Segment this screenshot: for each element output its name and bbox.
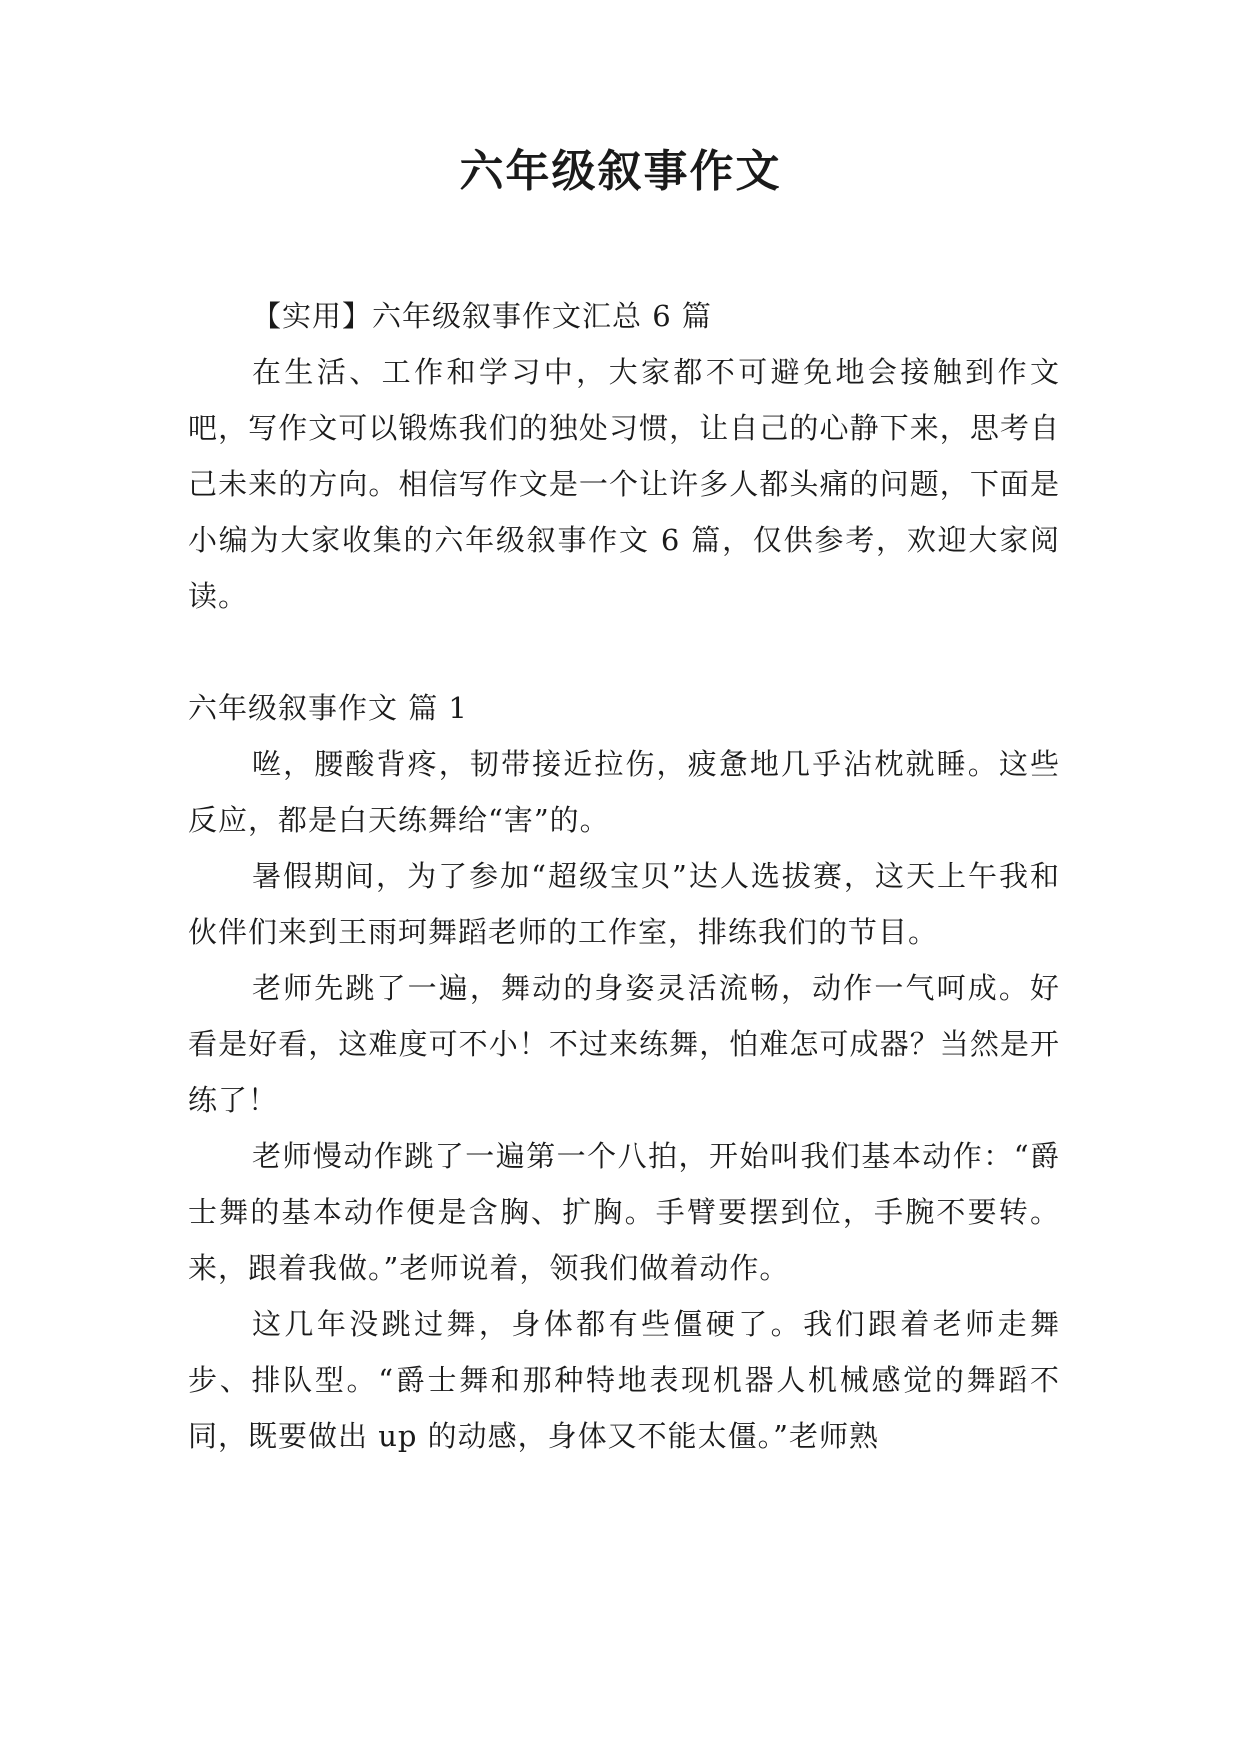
body-paragraph: 老师先跳了一遍，舞动的身姿灵活流畅，动作一气呵成。好看是好看，这难度可不小！不过来练舞，怕难怎可成器？当然是开练了！ <box>188 971 1060 1117</box>
section-heading: 六年级叙事作文 篇 1 <box>188 691 468 725</box>
document-title: 六年级叙事作文 <box>459 146 782 197</box>
body-paragraph: 老师慢动作跳了一遍第一个八拍，开始叫我们基本动作：“爵士舞的基本动作便是含胸、扩胸。手臂要摆到位，手腕不要转。来，跟着我做。”老师说着，领我们做着动作。 <box>188 1139 1060 1285</box>
intro-paragraph: 在生活、工作和学习中，大家都不可避免地会接触到作文吧，写作文可以锻炼我们的独处习惯，让自己的心静下来，思考自己未来的方向。相信写作文是一个让许多人都头痛的问题，下面是小编为大家收集的六年级叙事作文 6 篇，仅供参考，欢迎大家阅读。 <box>188 355 1060 613</box>
body-paragraph: 这几年没跳过舞，身体都有些僵硬了。我们跟着老师走舞步、排队型。“爵士舞和那种特地表现机器人机械感觉的舞蹈不同，既要做出 up 的动感，身体又不能太僵。”老师熟 <box>188 1307 1060 1453</box>
body-paragraph: 咝，腰酸背疼，韧带接近拉伤，疲惫地几乎沾枕就睡。这些反应，都是白天练舞给“害”的。 <box>188 747 1060 837</box>
document-body <box>188 288 1060 1464</box>
subtitle-paragraph: 【实用】六年级叙事作文汇总 6 篇 <box>252 299 712 333</box>
body-paragraph: 暑假期间，为了参加“超级宝贝”达人选拔赛，这天上午我和伙伴们来到王雨珂舞蹈老师的工作室，排练我们的节目。 <box>188 859 1060 949</box>
